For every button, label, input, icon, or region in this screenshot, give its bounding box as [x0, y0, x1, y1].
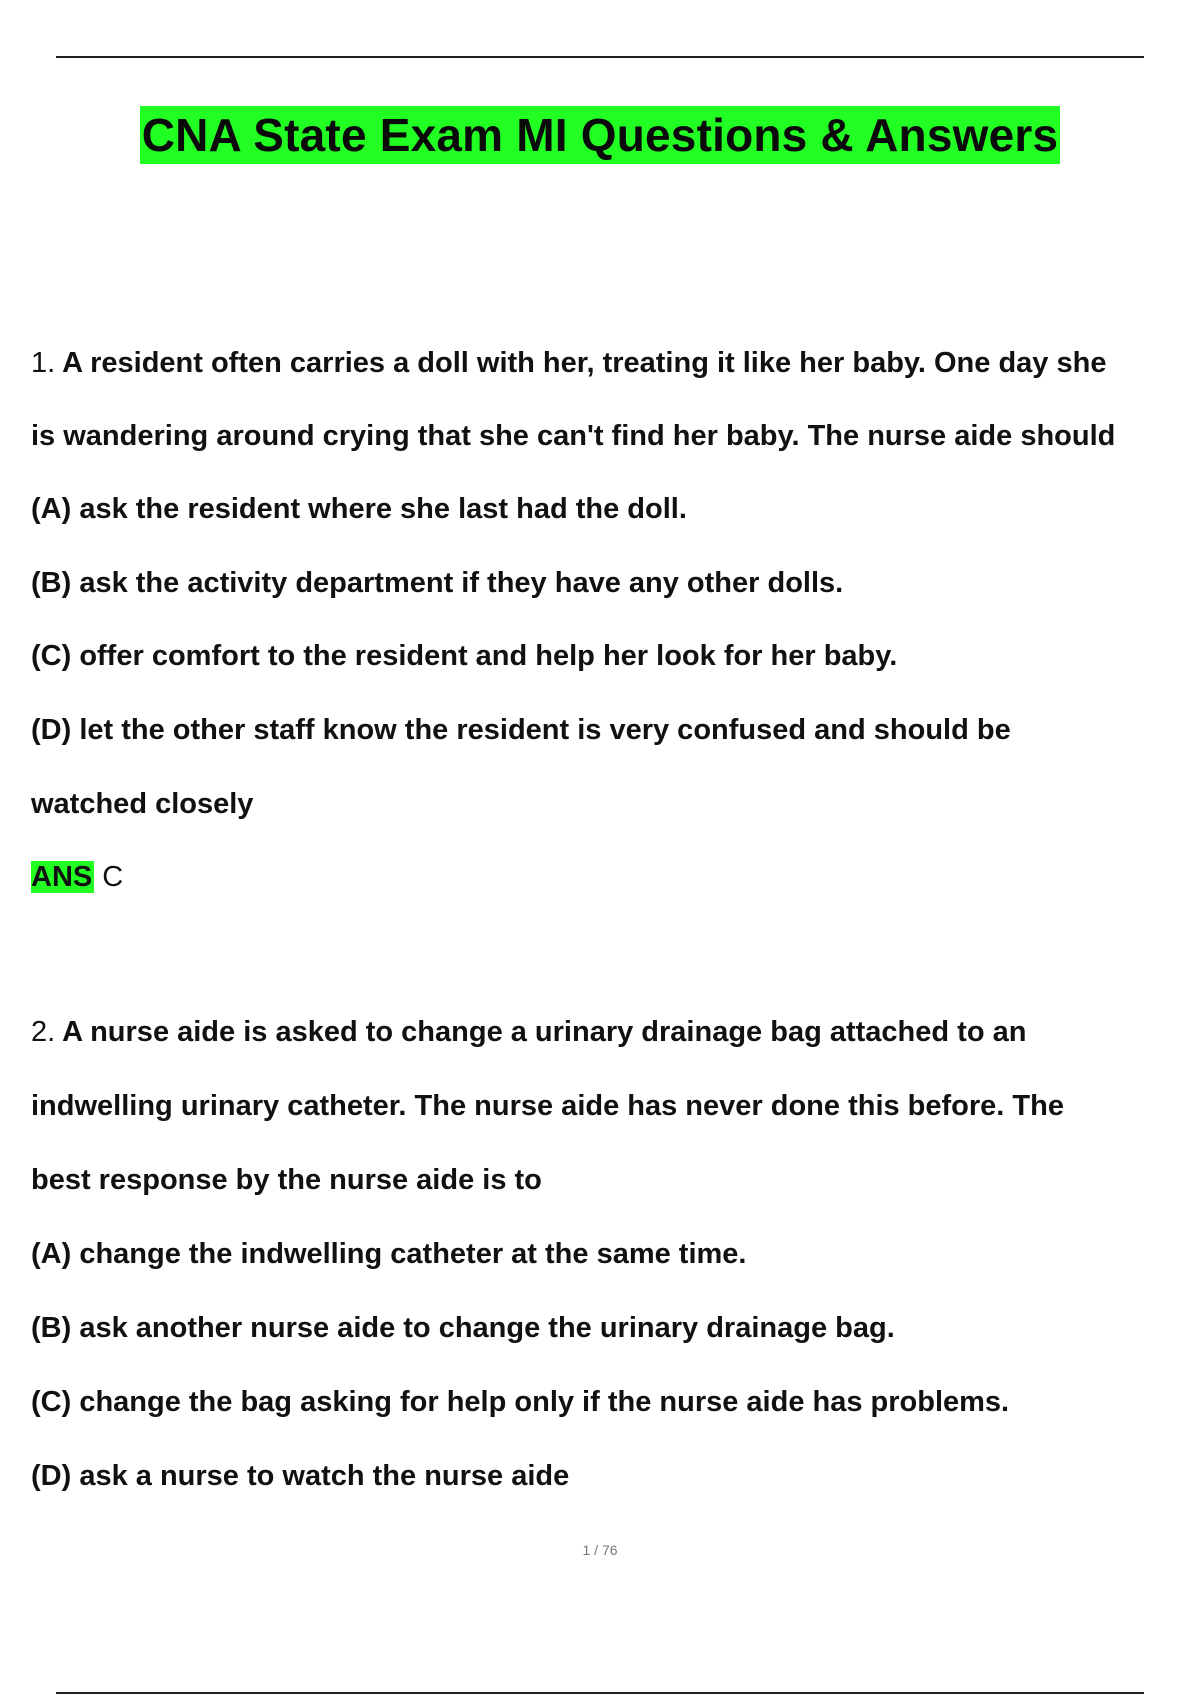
bottom-divider	[56, 1692, 1144, 1694]
question-1-option-c: (C) offer comfort to the resident and help her look for her baby.	[31, 640, 898, 672]
question-1-line-1	[31, 345, 1200, 381]
question-1-line-2	[31, 418, 1200, 454]
question-2-number: 2.	[31, 1016, 56, 1048]
top-divider	[56, 56, 1144, 58]
question-2-option-b: (B) ask another nurse aide to change the urinary drainage bag.	[31, 1312, 895, 1344]
question-1-answer	[31, 859, 1200, 895]
question-1-stem-2: is wandering around crying that she can't find her baby. The nurse aide should	[31, 420, 1116, 452]
question-2-option-c: (C) change the bag asking for help only if the nurse aide has problems.	[31, 1386, 1010, 1418]
question-1-option-b: (B) ask the activity department if they have any other dolls.	[31, 567, 844, 599]
answer-value: C	[102, 861, 124, 893]
question-2-line-2: indwelling urinary catheter. The nurse aide has never done this before. The	[31, 1090, 1064, 1122]
answer-label: ANS	[31, 861, 93, 893]
question-1-stem-1: A resident often carries a doll with her, treating it like her baby. One day she	[62, 347, 1107, 379]
question-2-line-1	[31, 1014, 1200, 1050]
question-1-number: 1.	[31, 347, 56, 379]
question-2-option-a: (A) change the indwelling catheter at the same time.	[31, 1238, 747, 1270]
question-2-option-d: (D) ask a nurse to watch the nurse aide	[31, 1460, 570, 1492]
question-1-option-d: (D) let the other staff know the resident is very confused and should be	[31, 714, 1011, 746]
page-number: 1 / 76	[582, 1542, 618, 1558]
document-title: CNA State Exam MI Questions & Answers	[140, 106, 1061, 164]
question-1-option-d-continued: watched closely	[31, 788, 254, 820]
question-1-option-a: (A) ask the resident where she last had the doll.	[31, 493, 687, 525]
question-2-line-3: best response by the nurse aide is to	[31, 1164, 542, 1196]
question-2-stem-1: A nurse aide is asked to change a urinary drainage bag attached to an	[62, 1016, 1027, 1048]
title-container	[0, 106, 1200, 164]
